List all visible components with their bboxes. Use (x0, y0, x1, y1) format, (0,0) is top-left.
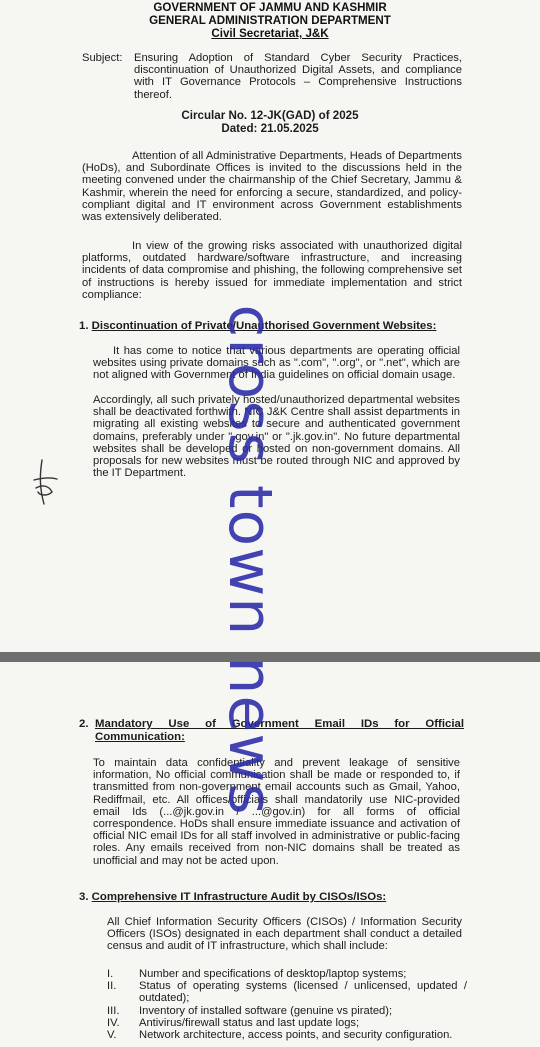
section-3-number: 3. (79, 891, 89, 903)
subject-label: Subject: (82, 52, 123, 64)
section-1-para-1: It has come to notice that various departments are operating official websites using private domains such as ".com", ".org", or ".net", which are not aligned with Government of India guidelines on official domain usage. (93, 345, 460, 382)
circular-number: Circular No. 12-JK(GAD) of 2025 (181, 109, 359, 122)
subject-block (82, 52, 462, 101)
section-3-heading (79, 891, 479, 904)
section-3-title: Comprehensive IT Infrastructure Audit by CISOs/ISOs: (91, 891, 387, 903)
section-3-para: All Chief Information Security Officers (CISOs) / Information Security Officers (ISOs) designated in each department shall conduct a detailed census and audit of IT infrastructure, which shall include: (107, 916, 462, 953)
section-1-para-2: Accordingly, all such privately hosted/unauthorized departmental websites shall be deactivated forthwith. NIC J&K Centre shall assist departments in migrating all existing websites to secure and authenticated government domains, preferably under ".gov.in" or ".jk.gov.in". No future departmental websites shall be developed or hosted on non-government domains. All proposals for new websites must be routed through NIC and approved by the IT Department. (93, 394, 460, 480)
header-government: GOVERNMENT OF JAMMU AND KASHMIR (153, 1, 387, 14)
list-item: II. Status of operating systems (licensed / unlicensed, updated / outdated); (107, 980, 467, 1005)
paragraph-attention: Attention of all Administrative Departments, Heads of Departments (HoDs), and Subordinate Offices is invited to the discussions held in the meeting convened under the chairmanship of the Chief Secretary, Jammu & Kashmir, wherein the need for enforcing a secure, standardized, and policy-compliant digital and IT environment across Government establishments was extensively deliberated. (82, 150, 462, 224)
subject-text: Ensuring Adoption of Standard Cyber Security Practices, discontinuation of Unauthorized Digital Assets, and compliance with IT Governance Protocols – Comprehensive Instructions thereof. (134, 52, 462, 101)
section-2-para: To maintain data confidentiality and prevent leakage of sensitive information, No official communication shall be made or responded to, if transmitted from non-government email accounts such as Gmail, Yahoo, Rediffmail, etc. All offices/officials shall mandatorily use NIC-provided email Ids (...@jk.gov.in / ...@gov.in) for all forms of official correspondence. HoDs shall ensure immediate issuance and activation of official NIC email IDs for all staff involved in administrative or public-facing roles. Any emails received from non-NIC domains shall be treated as unofficial and may not be acted upon. (93, 757, 460, 867)
section-2-title: Mandatory Use of Government Email IDs for Official Communication: (95, 718, 464, 743)
document-page-2 (0, 662, 540, 1047)
audit-items-list (107, 968, 467, 1041)
watermark-text: cross town news (215, 304, 285, 816)
header-department: GENERAL ADMINISTRATION DEPARTMENT (149, 14, 391, 27)
section-1-number: 1. (79, 320, 89, 332)
section-1-heading (79, 320, 479, 333)
signature-initial-icon (30, 458, 60, 508)
paragraph-instructions: In view of the growing risks associated with unauthorized digital platforms, outdated hardware/software infrastructure, and increasing incidents of data compromise and phishing, the following comprehensive set of instructions is hereby issued for immediate implementation and strict compliance: (82, 240, 462, 301)
page-gap (0, 652, 540, 662)
section-2-heading (79, 718, 464, 744)
list-item: III. Inventory of installed software (genuine vs pirated); (107, 1004, 393, 1017)
list-item: V. Network architecture, access points, and security configuration. (107, 1029, 453, 1042)
list-item: I. Number and specifications of desktop/laptop systems; (107, 968, 407, 980)
section-1-title: Discontinuation of Private/Unauthorised Government Websites: (91, 320, 437, 332)
circular-date: Dated: 21.05.2025 (221, 122, 319, 135)
header-secretariat: Civil Secretariat, J&K (211, 27, 329, 40)
list-item: IV. Antivirus/firewall status and last update logs; (107, 1016, 360, 1029)
section-2-number: 2. (79, 718, 89, 730)
